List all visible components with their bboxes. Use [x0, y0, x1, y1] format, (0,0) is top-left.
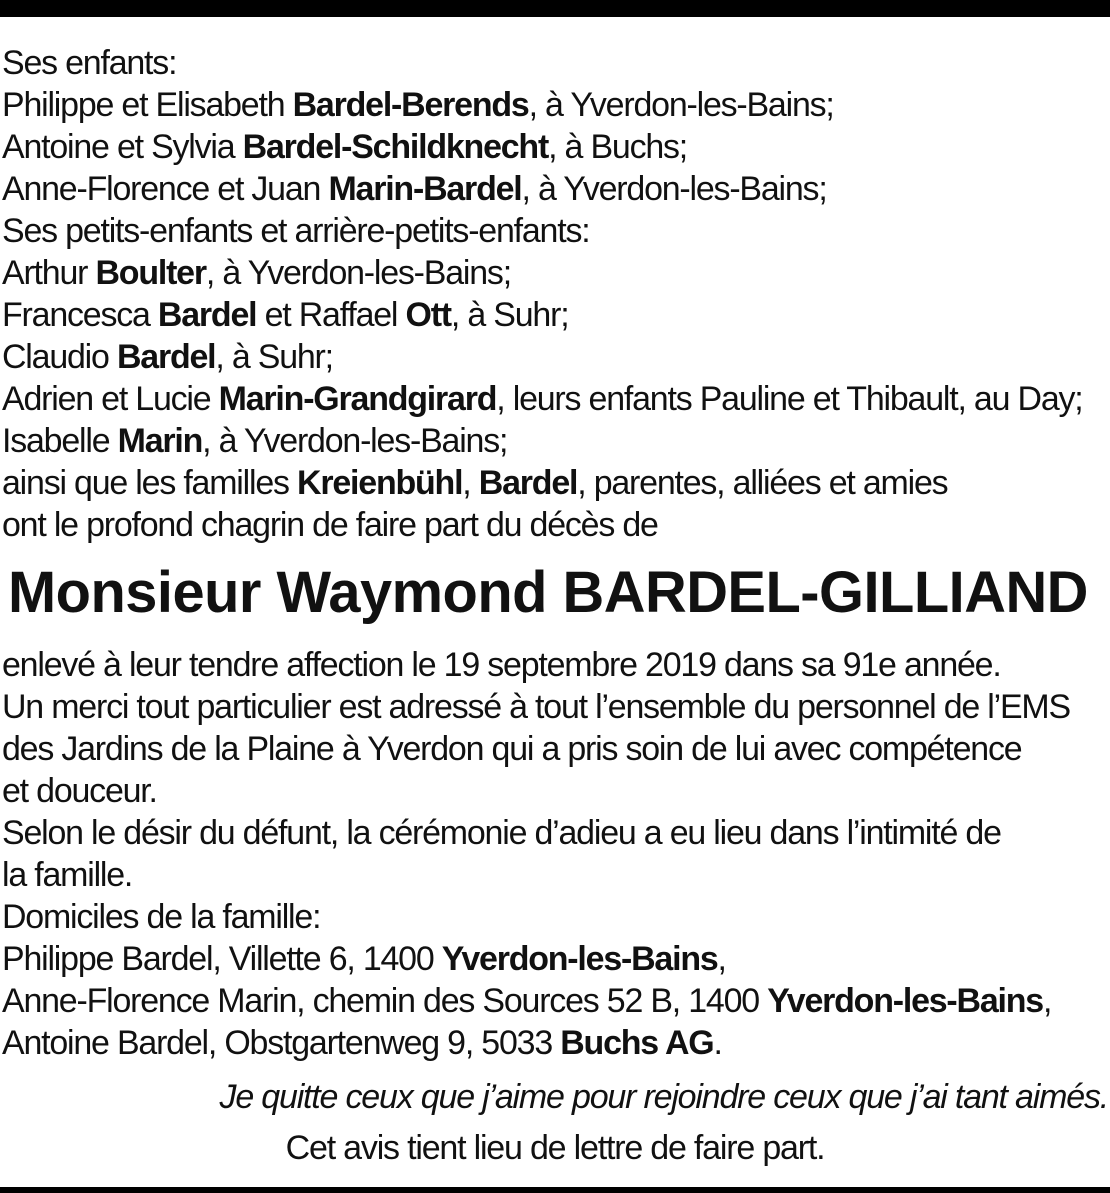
domicile-line: Anne-Florence Marin, chemin des Sources 52 B, 1400 Yverdon-les-Bains, — [2, 982, 1052, 1020]
body-line: Selon le désir du défunt, la cérémonie d’adieu a eu lieu dans l’intimité de — [2, 814, 1001, 852]
child-line: Antoine et Sylvia Bardel-Schildknecht, à Buchs; — [2, 128, 688, 166]
family-name: Marin-Bardel — [328, 170, 522, 208]
family-name: Bardel-Schildknecht — [242, 128, 549, 166]
children-heading: Ses enfants: — [2, 44, 177, 82]
family-list — [2, 42, 1108, 546]
body-line: la famille. — [2, 856, 133, 894]
bottom-border-rule — [0, 1187, 1110, 1193]
deceased-name-title: Monsieur Waymond BARDEL-GILLIAND — [8, 560, 1088, 625]
family-name: Bardel — [116, 338, 216, 376]
notice-body — [2, 644, 1108, 1064]
family-name: Marin-Grandgirard — [218, 380, 497, 418]
domicile-line: Philippe Bardel, Villette 6, 1400 Yverdon-les-Bains, — [2, 940, 726, 978]
memorial-quote: Je quitte ceux que j’aime pour rejoindre ceux que j’ai tant aimés. — [219, 1078, 1108, 1116]
family-name: Kreienbühl — [297, 464, 463, 502]
announcement-line: ont le profond chagrin de faire part du décès de — [2, 506, 658, 544]
grandchild-line: Claudio Bardel, à Suhr; — [2, 338, 333, 376]
domicile-place: Yverdon-les-Bains — [767, 982, 1043, 1020]
grandchild-line: Isabelle Marin, à Yverdon-les-Bains; — [2, 422, 508, 460]
body-line: enlevé à leur tendre affection le 19 septembre 2019 dans sa 91e année. — [2, 646, 1001, 684]
child-line: Anne-Florence et Juan Marin-Bardel, à Yverdon-les-Bains; — [2, 170, 827, 208]
domicile-line: Antoine Bardel, Obstgartenweg 9, 5033 Buchs AG. — [2, 1024, 722, 1062]
family-name: Ott — [405, 296, 451, 334]
body-line: des Jardins de la Plaine à Yverdon qui a pris soin de lui avec compétence — [2, 730, 1022, 768]
domicile-place: Yverdon-les-Bains — [441, 940, 718, 978]
family-name: Bardel — [157, 296, 257, 334]
family-name: Bardel-Berends — [292, 86, 529, 124]
families-line: ainsi que les familles Kreienbühl, Bardel, parentes, alliées et amies — [2, 464, 948, 502]
family-name: Marin — [117, 422, 203, 460]
domiciles-heading: Domiciles de la famille: — [2, 898, 321, 936]
family-name: Boulter — [95, 254, 206, 292]
closing-note: Cet avis tient lieu de lettre de faire part. — [285, 1129, 825, 1167]
family-name: Bardel — [478, 464, 578, 502]
body-line: Un merci tout particulier est adressé à tout l’ensemble du personnel de l’EMS — [2, 688, 1070, 726]
top-border-rule — [0, 0, 1110, 17]
grandchildren-heading: Ses petits-enfants et arrière-petits-enfants: — [2, 212, 590, 250]
grandchild-line: Adrien et Lucie Marin-Grandgirard, leurs enfants Pauline et Thibault, au Day; — [2, 380, 1083, 418]
body-line: et douceur. — [2, 772, 157, 810]
domicile-place: Buchs AG — [560, 1024, 714, 1062]
grandchild-line: Francesca Bardel et Raffael Ott, à Suhr; — [2, 296, 569, 334]
grandchild-line: Arthur Boulter, à Yverdon-les-Bains; — [2, 254, 511, 292]
child-line: Philippe et Elisabeth Bardel-Berends, à Yverdon-les-Bains; — [2, 86, 834, 124]
